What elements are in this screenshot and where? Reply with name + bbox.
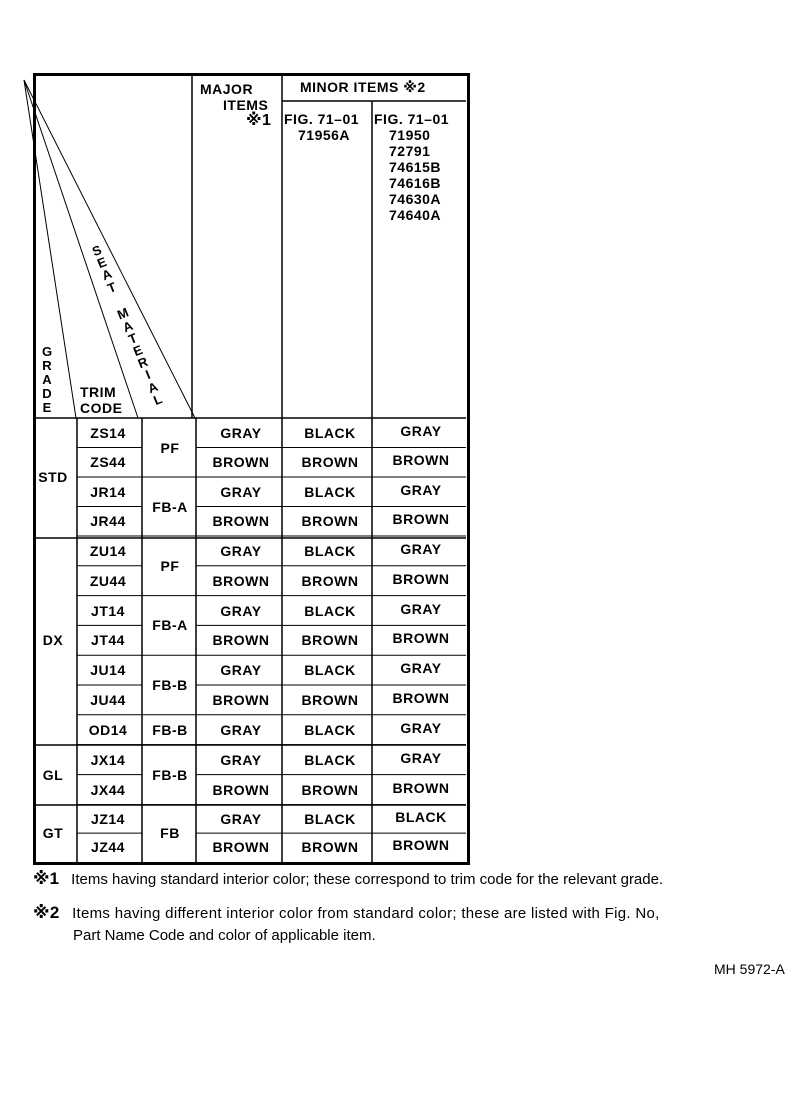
minor2-color-cell: BROWN (392, 779, 450, 796)
trim-code-cell: JT14 (91, 602, 125, 619)
major-items-header-2: ITEMS (223, 97, 269, 113)
minor1-color-cell: BLACK (304, 424, 356, 441)
seat-material-cell: FB-B (152, 766, 188, 783)
footnote-2 (33, 902, 660, 925)
minor1-color-cell: BLACK (304, 721, 356, 738)
minor1-color-cell: BROWN (301, 572, 359, 589)
minor1-color-cell: BLACK (304, 662, 356, 679)
trim-code-cell: ZS44 (90, 454, 126, 471)
trim-code-cell: OD14 (88, 721, 128, 738)
major-color-cell: GRAY (220, 751, 262, 768)
minor2-color-cell: BROWN (392, 570, 450, 587)
minor1-color-cell: BLACK (304, 542, 356, 559)
minor1-color-cell: BROWN (301, 454, 359, 471)
minor2-color-cell: GRAY (400, 481, 442, 498)
trim-code-cell: JX14 (90, 751, 126, 768)
major-color-cell: BROWN (212, 513, 270, 530)
trim-code-label-1: TRIM (80, 384, 117, 400)
minor-col2-fig: FIG. 71–01 (374, 111, 450, 127)
minor-col2-part: 72791 (389, 143, 431, 159)
major-color-cell: GRAY (220, 602, 262, 619)
minor1-color-cell: BROWN (301, 632, 359, 649)
trim-code-label-2: CODE (80, 400, 123, 416)
major-color-cell: GRAY (220, 424, 262, 441)
minor-col1-fig: FIG. 71–01 (284, 111, 360, 127)
minor-col2-part: 71950 (389, 127, 431, 143)
major-color-cell: BROWN (212, 839, 270, 856)
major-color-cell: BROWN (212, 781, 270, 798)
minor-col2-part: 74630A (389, 191, 442, 207)
minor-items-header: MINOR ITEMS ※2 (300, 79, 426, 95)
major-color-cell: GRAY (220, 810, 262, 827)
major-color-cell: BROWN (212, 691, 270, 708)
major-items-footnote-mark: ※1 (246, 112, 272, 129)
trim-code-cell: JZ44 (91, 839, 125, 856)
trim-code-cell: JR44 (90, 513, 126, 530)
trim-color-chart-page: MAJOR ITEMS ※1 MINOR ITEMS ※2 FIG. 71–01 71956A FIG. 71–01 71950 72791 74615B 74616B 74630A 74640A G R A D E TRIM CODE S E A T M A T E R I A L ZS14 GRAY BLACK GRAY ZS44 BROWN BROWN BROWN JR14 GRAY BLACK GRAY JR44 BROWN BROWN BROWN ZU14 GRAY BLACK GRAY ZU44 BROWN BROWN BROWN JT14 GRAY BLACK GRAY JT44 BROWN BROWN BROWN JU14 GRAY BLACK GRAY JU44 BROWN BROWN BROWN OD14 GRAY BLACK GRAY JX14 GRAY BLACK GRAY JX44 BROWN BROWN BROWN JZ14 GRAY BLACK BLACK JZ44 BROWN BROWN BROWN PF FB-A PF FB-A FB-B FB-B FB-B FB STD DX GL GT ※1 Items having standard interior color; these correspond to trim code for the relevant grade. ※2 Items having different interior color from standard color; these are listed with Fig. No, Part Name Code and color of applicable item. MH 5972-A (0, 0, 800, 1106)
minor2-color-cell: GRAY (400, 540, 442, 557)
minor2-color-cell: BROWN (392, 452, 450, 469)
major-color-cell: GRAY (220, 542, 262, 559)
minor2-color-cell: GRAY (400, 422, 442, 439)
trim-code-cell: ZU14 (89, 542, 127, 559)
minor1-color-cell: BROWN (301, 513, 359, 530)
seat-material-cell: FB-A (152, 617, 188, 634)
trim-code-cell: JX44 (90, 781, 126, 798)
minor2-color-cell: GRAY (400, 600, 442, 617)
figure-code: MH 5972-A (714, 961, 785, 977)
minor2-color-cell: BROWN (392, 630, 450, 647)
footnote-2-mark: ※2 (33, 903, 60, 922)
major-color-cell: BROWN (212, 454, 270, 471)
major-color-cell: GRAY (220, 662, 262, 679)
minor2-color-cell: GRAY (400, 719, 442, 736)
trim-code-cell: JT44 (91, 632, 125, 649)
major-color-cell: BROWN (212, 572, 270, 589)
footnote-2-continued: Part Name Code and color of applicable item. (73, 927, 376, 944)
major-color-cell: BROWN (212, 632, 270, 649)
seat-material-cell: FB-B (152, 677, 188, 693)
grade-cell: GT (42, 825, 64, 842)
trim-code-cell: ZU44 (89, 572, 127, 589)
minor1-color-cell: BLACK (304, 483, 356, 500)
seat-material-cell: PF (160, 439, 180, 456)
footnote-1 (33, 868, 663, 891)
trim-code-cell: JU14 (90, 662, 126, 679)
minor2-color-cell: BLACK (395, 808, 447, 825)
grade-cell: STD (38, 469, 68, 485)
seat-material-cell: PF (160, 557, 180, 574)
minor2-color-cell: BROWN (392, 689, 450, 706)
minor-col2-part: 74615B (389, 159, 442, 175)
minor-col2-part: 74640A (389, 207, 442, 223)
minor1-color-cell: BLACK (304, 751, 356, 768)
minor2-color-cell: GRAY (400, 749, 442, 766)
grade-cell: GL (42, 766, 64, 783)
trim-code-cell: JU44 (90, 691, 126, 708)
footnote-2-text: Items having different interior color from standard color; these are listed with Fig. No, (72, 905, 660, 922)
minor1-color-cell: BLACK (304, 810, 356, 827)
major-color-cell: GRAY (220, 721, 262, 738)
minor-col2-part: 74616B (389, 175, 442, 191)
grade-cell: DX (42, 632, 64, 649)
seat-material-cell: FB (160, 825, 180, 842)
major-color-cell: GRAY (220, 483, 262, 500)
minor2-color-cell: GRAY (400, 660, 442, 677)
footnote-1-mark: ※1 (33, 869, 59, 888)
seat-material-cell: FB-B (152, 721, 188, 738)
footnote-1-text: Items having standard interior color; these correspond to trim code for the relevant grade. (71, 871, 664, 888)
minor2-color-cell: BROWN (392, 837, 450, 854)
minor1-color-cell: BROWN (301, 839, 359, 856)
minor-col1-part: 71956A (298, 127, 351, 143)
minor2-color-cell: BROWN (392, 511, 450, 528)
seat-material-cell: FB-A (152, 498, 188, 515)
trim-code-cell: JR14 (90, 483, 126, 500)
minor1-color-cell: BROWN (301, 781, 359, 798)
major-items-header: MAJOR (200, 81, 254, 97)
minor1-color-cell: BROWN (301, 691, 359, 708)
trim-code-cell: ZS14 (90, 424, 126, 441)
minor1-color-cell: BLACK (304, 602, 356, 619)
trim-code-cell: JZ14 (91, 810, 125, 827)
